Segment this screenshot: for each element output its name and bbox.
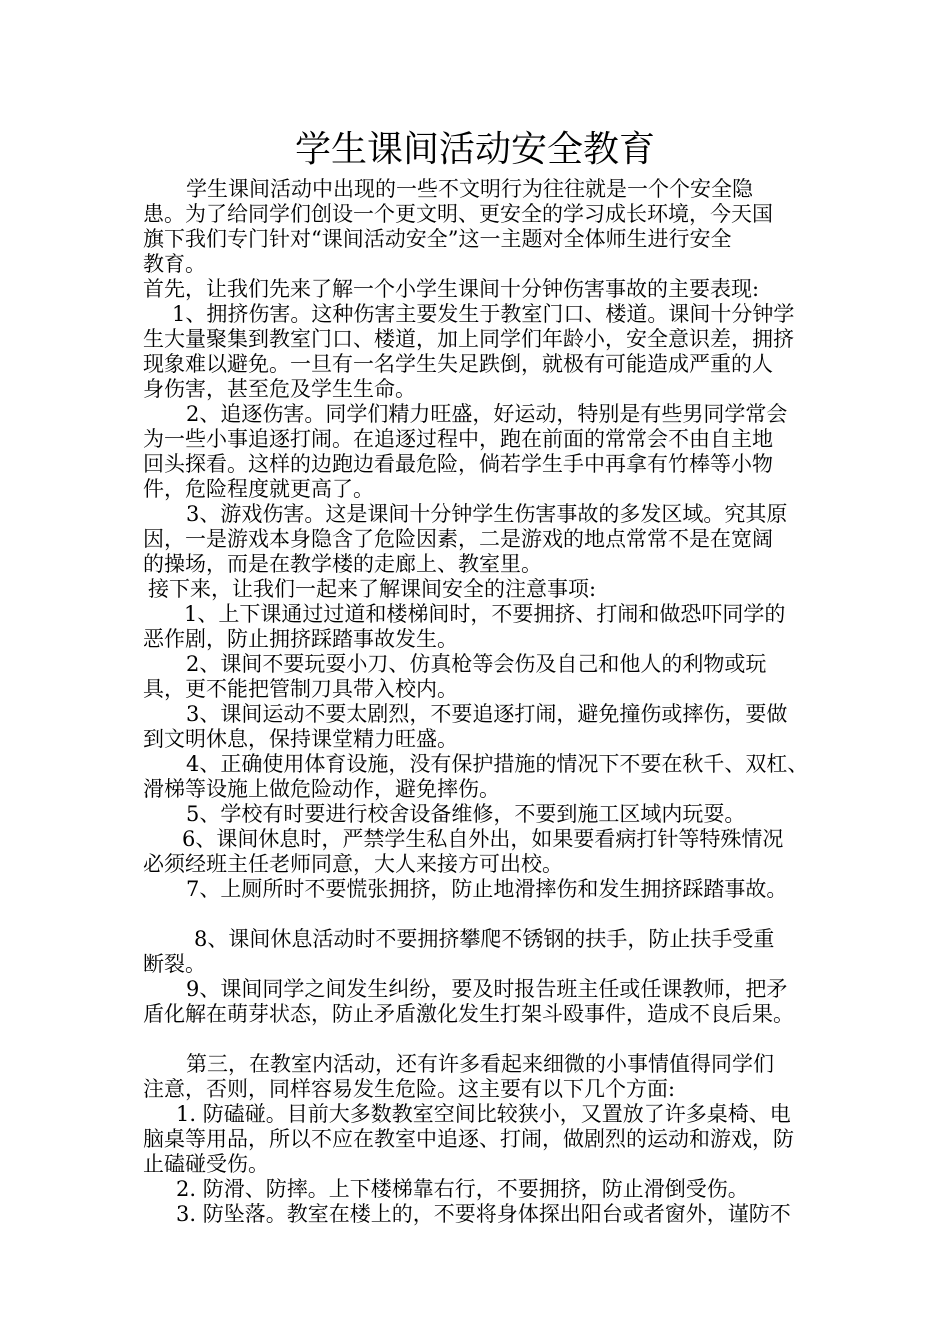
text-line: 恶作剧，防止拥挤踩踏事故发生。 <box>143 627 458 651</box>
text-line: 的操场，而是在教学楼的走廊上、教室里。 <box>143 552 542 576</box>
text-line: 止磕碰受伤。 <box>143 1152 269 1176</box>
text-line: 注意，否则，同样容易发生危险。这主要有以下几个方面: <box>143 1077 676 1101</box>
text-line: 学生课间活动中出现的一些不文明行为往往就是一个个安全隐 <box>186 177 753 201</box>
text-line: 到文明休息，保持课堂精力旺盛。 <box>143 727 458 751</box>
text-line: 为一些小事追逐打闹。在追逐过程中，跑在前面的常常会不由自主地 <box>143 427 773 451</box>
document-title: 学生课间活动安全教育 <box>294 129 655 170</box>
text-line: 1、上下课通过过道和楼梯间时，不要拥挤、打闹和做恐吓同学的 <box>184 602 786 626</box>
text-line: 现象难以避免。一旦有一名学生失足跌倒，就极有可能造成严重的人 <box>143 352 773 376</box>
text-line: 必须经班主任老师同意，大人来接方可出校。 <box>143 852 563 876</box>
text-line: 生大量聚集到教室门口、楼道，加上同学们年龄小，安全意识差，拥挤 <box>143 327 794 351</box>
text-line: 3、课间运动不要太剧烈，不要追逐打闹，避免撞伤或摔伤，要做 <box>186 702 788 726</box>
text-line: 断裂。 <box>143 952 206 976</box>
text-line: 因，一是游戏本身隐含了危险因素，二是游戏的地点常常不是在宽阔 <box>143 527 773 551</box>
text-line: 教育。 <box>143 252 206 276</box>
text-line: 回头探看。这样的边跑边看最危险，倘若学生手中再拿有竹棒等小物 <box>143 452 773 476</box>
text-line: 首先，让我们先来了解一个小学生课间十分钟伤害事故的主要表现: <box>143 277 760 301</box>
text-line: 旗下我们专门针对“课间活动安全”这一主题对全体师生进行安全 <box>143 227 732 251</box>
text-line: 件，危险程度就更高了。 <box>143 477 374 501</box>
text-line: 1、拥挤伤害。这种伤害主要发生于教室门口、楼道。课间十分钟学 <box>172 302 795 326</box>
text-line: 2、追逐伤害。同学们精力旺盛，好运动，特别是有些男同学常会 <box>186 402 788 426</box>
text-line: 盾化解在萌芽状态，防止矛盾激化发生打架斗殴事件，造成不良后果。 <box>143 1002 794 1026</box>
text-line: 6、课间休息时，严禁学生私自外出，如果要看病打针等特殊情况 <box>182 827 784 851</box>
text-line: 2. 防滑、防摔。上下楼梯靠右行，不要拥挤，防止滑倒受伤。 <box>176 1177 749 1201</box>
text-line: 第三，在教室内活动，还有许多看起来细微的小事情值得同学们 <box>186 1052 774 1076</box>
text-line: 3. 防坠落。教室在楼上的，不要将身体探出阳台或者窗外，谨防不 <box>176 1202 791 1226</box>
text-line: 2、课间不要玩耍小刀、仿真枪等会伤及自己和他人的利物或玩 <box>186 652 767 676</box>
text-line: 脑桌等用品，所以不应在教室中追逐、打闹，做剧烈的运动和游戏，防 <box>143 1127 794 1151</box>
text-line: 3、游戏伤害。这是课间十分钟学生伤害事故的多发区域。究其原 <box>186 502 788 526</box>
text-line: 具，更不能把管制刀具带入校内。 <box>143 677 458 701</box>
text-line: 接下来，让我们一起来了解课间安全的注意事项: <box>148 577 597 601</box>
text-line: 身伤害，甚至危及学生生命。 <box>143 377 416 401</box>
text-line: 7、上厕所时不要慌张拥挤，防止地滑摔伤和发生拥挤踩踏事故。 <box>186 877 788 901</box>
text-line: 5、学校有时要进行校舍设备维修，不要到施工区域内玩耍。 <box>186 802 746 826</box>
text-line: 4、正确使用体育设施，没有保护措施的情况下不要在秋千、双杠、 <box>186 752 809 776</box>
text-line: 患。为了给同学们创设一个更文明、更安全的学习成长环境，今天国 <box>143 202 773 226</box>
text-line: 1. 防磕碰。目前大多数教室空间比较狭小，又置放了许多桌椅、电 <box>176 1102 791 1126</box>
text-line: 滑梯等设施上做危险动作，避免摔伤。 <box>143 777 500 801</box>
text-line: 9、课间同学之间发生纠纷，要及时报告班主任或任课教师，把矛 <box>186 977 788 1001</box>
text-line: 8、课间休息活动时不要拥挤攀爬不锈钢的扶手，防止扶手受重 <box>194 927 775 951</box>
